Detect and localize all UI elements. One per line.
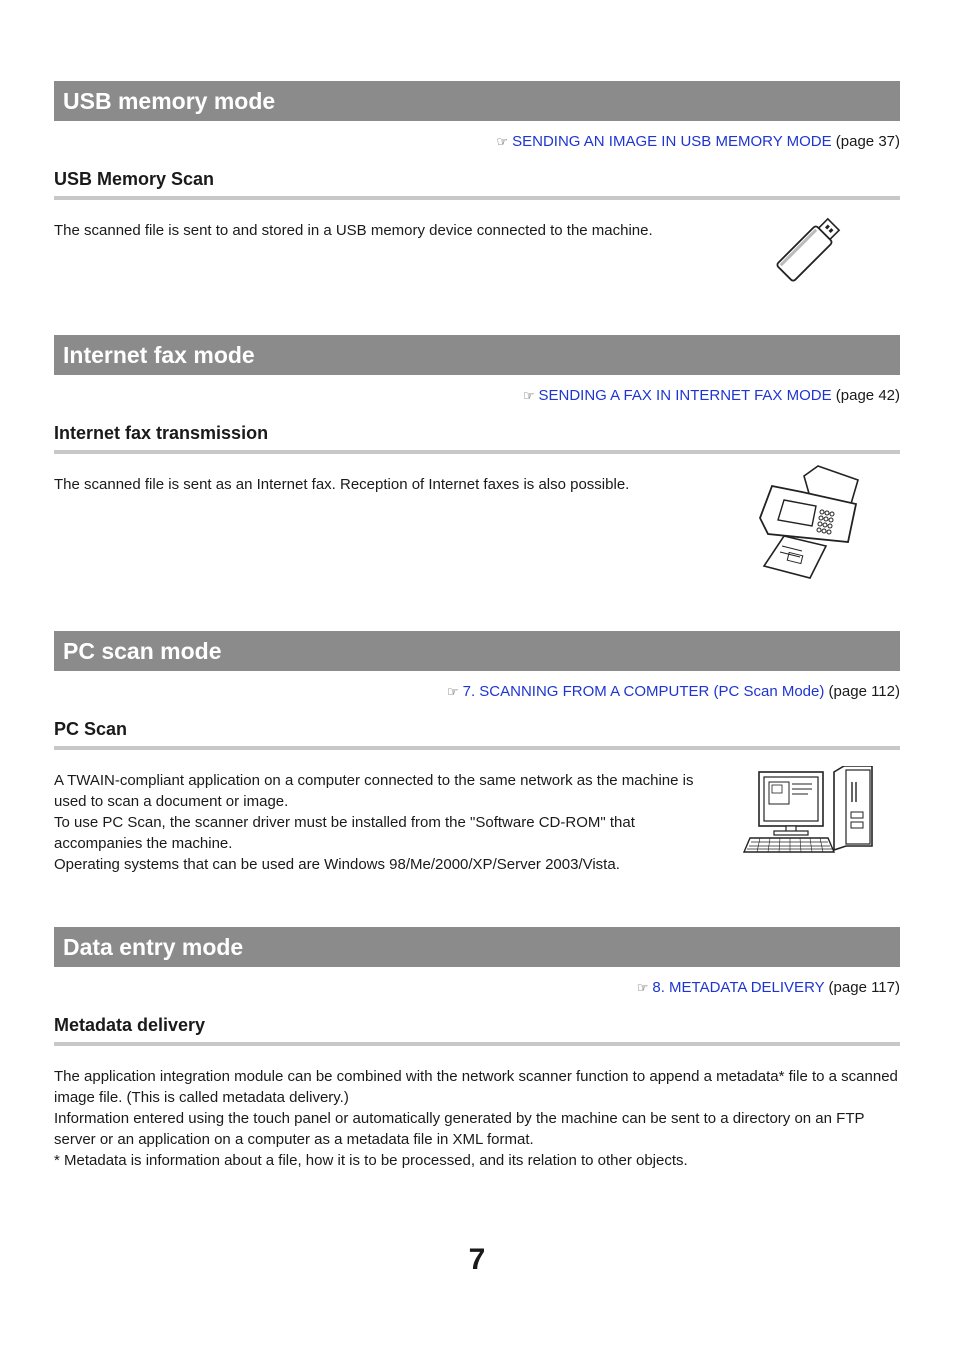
page-number: 7: [468, 1243, 486, 1276]
subheading: Internet fax transmission: [54, 422, 900, 454]
paragraph: The scanned file is sent as an Internet fax. Reception of Internet faxes is also possible.: [54, 476, 630, 493]
reference-page: (page 112): [828, 683, 900, 700]
subheading: PC Scan: [54, 718, 900, 750]
pointing-hand-icon: ☞: [496, 134, 509, 149]
section-banner: PC scan mode: [54, 631, 900, 671]
desktop-computer-icon: [742, 766, 874, 858]
section-body: [54, 770, 900, 875]
section-data-entry-mode: [54, 927, 900, 1171]
section-usb-memory-mode: [54, 81, 900, 241]
paragraph: Operating systems that can be used are Windows 98/Me/2000/XP/Server 2003/Vista.: [54, 856, 620, 873]
section-body: [54, 474, 900, 495]
section-body: [54, 1066, 900, 1171]
pointing-hand-icon: ☞: [446, 684, 459, 699]
pointing-hand-icon: ☞: [522, 388, 535, 403]
cross-reference: [54, 682, 900, 702]
body-text: [54, 1066, 900, 1171]
subheading: Metadata delivery: [54, 1014, 900, 1046]
section-internet-fax-mode: [54, 335, 900, 495]
section-body: [54, 220, 900, 241]
reference-link[interactable]: 7. SCANNING FROM A COMPUTER (PC Scan Mode): [462, 683, 825, 700]
reference-link[interactable]: 8. METADATA DELIVERY: [652, 979, 825, 996]
reference-link[interactable]: SENDING A FAX IN INTERNET FAX MODE: [538, 387, 832, 404]
paragraph: To use PC Scan, the scanner driver must be installed from the "Software CD-ROM" that accompanies the machine.: [54, 814, 635, 852]
cross-reference: [54, 386, 900, 406]
reference-page: (page 117): [828, 979, 900, 996]
reference-page: (page 37): [835, 133, 900, 150]
body-text: [54, 770, 694, 875]
section-banner: USB memory mode: [54, 81, 900, 121]
section-banner: Data entry mode: [54, 927, 900, 967]
body-text: [54, 474, 694, 495]
cross-reference: [54, 132, 900, 152]
footnote: * Metadata is information about a file, how it is to be processed, and its relation to other objects.: [54, 1152, 688, 1169]
paragraph: A TWAIN-compliant application on a computer connected to the same network as the machine is used to scan a document or image.: [54, 772, 694, 810]
section-banner: Internet fax mode: [54, 335, 900, 375]
subheading: USB Memory Scan: [54, 168, 900, 200]
body-text: [54, 220, 694, 241]
paragraph: Information entered using the touch panel or automatically generated by the machine can be sent to a directory on an FTP server or an application on a computer as a metadata file in XML format.: [54, 1110, 865, 1148]
cross-reference: [54, 978, 900, 998]
reference-page: (page 42): [835, 387, 900, 404]
reference-link[interactable]: SENDING AN IMAGE IN USB MEMORY MODE: [512, 133, 832, 150]
paragraph: The application integration module can be combined with the network scanner function to append a metadata* file to a scanned image file. (This is called metadata delivery.): [54, 1068, 898, 1106]
paragraph: The scanned file is sent to and stored in a USB memory device connected to the machine.: [54, 222, 653, 239]
section-pc-scan-mode: [54, 631, 900, 875]
fax-machine-icon: [756, 464, 866, 580]
usb-memory-stick-icon: [770, 214, 846, 286]
pointing-hand-icon: ☞: [636, 980, 649, 995]
